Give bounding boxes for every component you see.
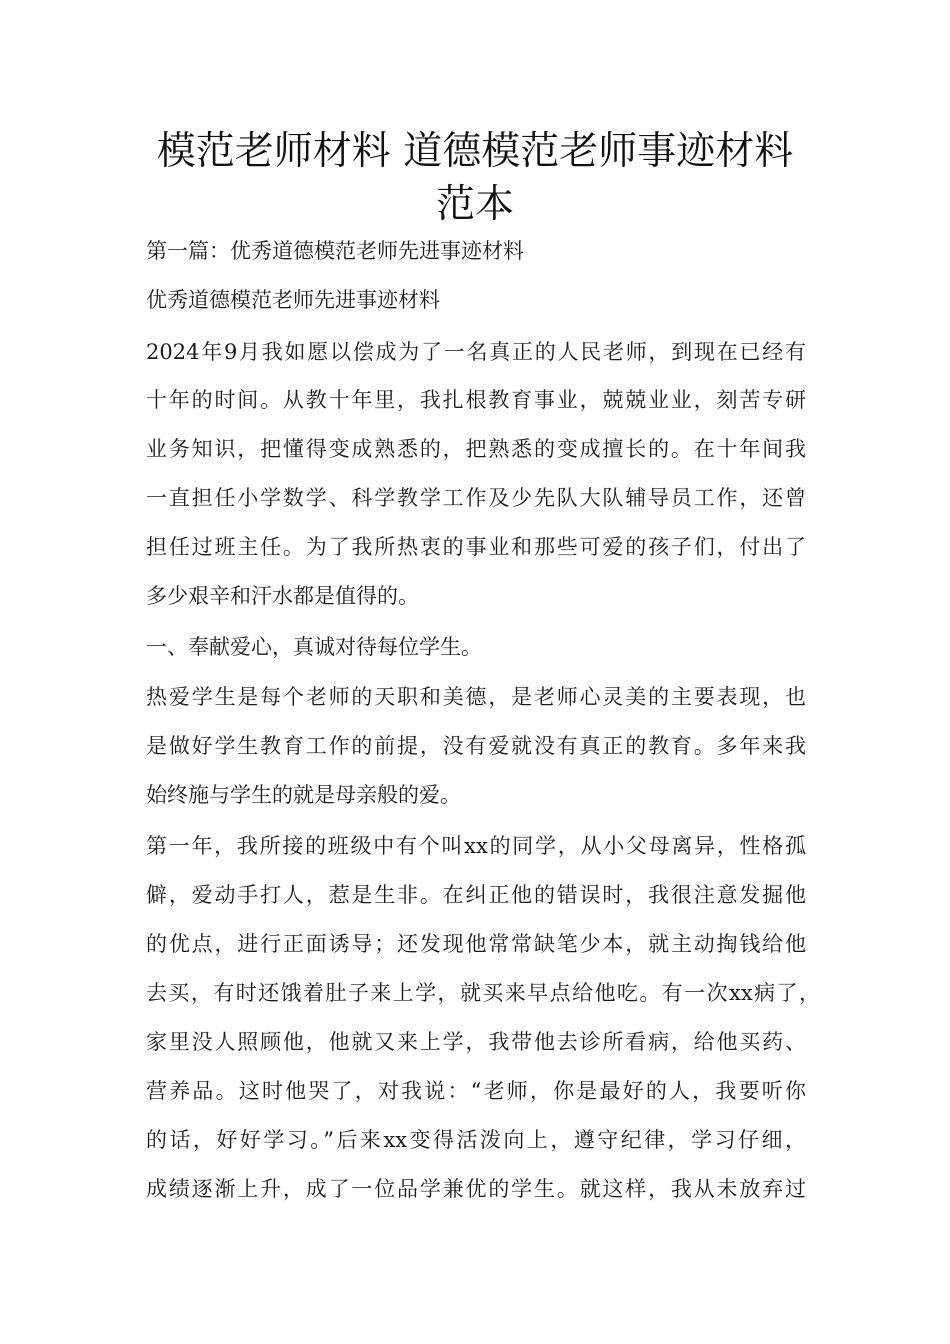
document-title-line-2: 范本 bbox=[435, 182, 514, 227]
body-line: 僻，爱动手打人，惹是生非。在纠正他的错误时，我很注意发掘他 bbox=[146, 883, 806, 907]
document-title-line-1: 模范老师材料 道德模范老师事迹材料 bbox=[156, 129, 794, 174]
body-line: 多少艰辛和汗水都是值得的。 bbox=[146, 584, 419, 608]
body-line: 营养品。这时他哭了，对我说：“老师，你是最好的人，我要听你 bbox=[146, 1079, 806, 1103]
body-line: 的优点，进行正面诱导；还发现他常常缺笔少本，就主动掏钱给他 bbox=[146, 932, 806, 956]
body-line: 去买，有时还饿着肚子来上学，就买来早点给他吃。有一次xx病了， bbox=[146, 981, 820, 1005]
body-line: 家里没人照顾他，他就又来上学，我带他去诊所看病，给他买药、 bbox=[146, 1030, 806, 1054]
body-line: 的话，好好学习。”后来xx变得活泼向上，遵守纪律，学习仔细， bbox=[146, 1128, 806, 1152]
body-line: 始终施与学生的就是母亲般的爱。 bbox=[146, 783, 461, 807]
body-line: 2024年9月我如愿以偿成为了一名真正的人民老师，到现在已经有 bbox=[146, 340, 806, 364]
section-heading: 第一篇：优秀道德模范老师先进事迹材料 bbox=[146, 239, 524, 263]
body-line: 是做好学生教育工作的前提，没有爱就没有真正的教育。多年来我 bbox=[146, 734, 806, 758]
article-subtitle: 优秀道德模范老师先进事迹材料 bbox=[146, 288, 440, 312]
body-line: 第一年，我所接的班级中有个叫xx的同学，从小父母离异，性格孤 bbox=[146, 834, 806, 858]
body-line: 成绩逐渐上升，成了一位品学兼优的学生。就这样，我从未放弃过 bbox=[146, 1177, 806, 1201]
body-line: 十年的时间。从教十年里，我扎根教育事业，兢兢业业，刻苦专研 bbox=[146, 388, 806, 412]
body-line: 担任过班主任。为了我所热衷的事业和那些可爱的孩子们，付出了 bbox=[146, 535, 806, 559]
body-line: 热爱学生是每个老师的天职和美德，是老师心灵美的主要表现，也 bbox=[146, 685, 806, 709]
body-line: 业务知识，把懂得变成熟悉的，把熟悉的变成擅长的。在十年间我 bbox=[146, 437, 806, 461]
point-heading: 一、奉献爱心，真诚对待每位学生。 bbox=[146, 635, 482, 659]
body-line: 一直担任小学数学、科学教学工作及少先队大队辅导员工作，还曾 bbox=[146, 486, 806, 510]
